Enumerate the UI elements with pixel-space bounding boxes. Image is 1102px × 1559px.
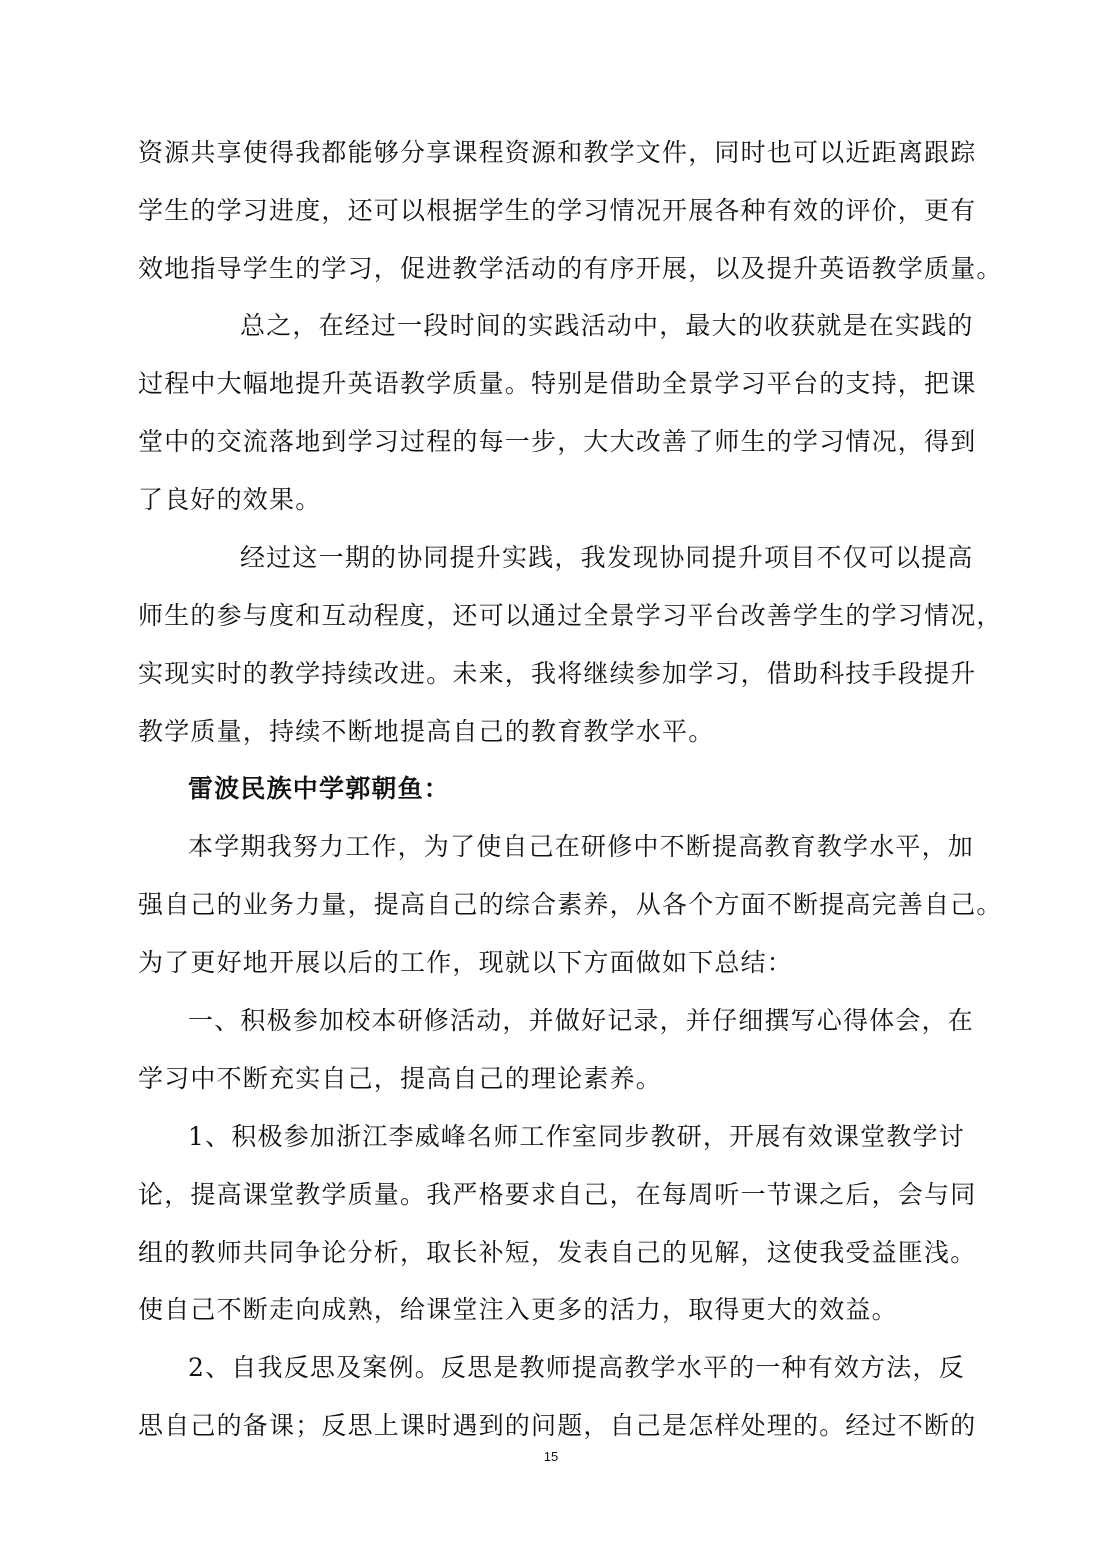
text-line: 了良好的效果。 (138, 485, 322, 514)
text-line: 教学质量，持续不断地提高自己的教育教学水平。 (138, 717, 715, 746)
paragraph-start-line: 一、积极参加校本研修活动，并做好记录，并仔细撰写心得体会，在 (188, 1006, 975, 1035)
text-line: 论，提高课堂教学质量。我严格要求自己，在每周听一节课之后，会与同 (138, 1180, 977, 1209)
page-number: 15 (543, 1449, 559, 1464)
text-line: 资源共享使得我都能够分享课程资源和教学文件，同时也可以近距离跟踪 (138, 138, 977, 167)
text-line: 师生的参与度和互动程度，还可以通过全景学习平台改善学生的学习情况， (138, 601, 1003, 630)
text-line: 使自己不断走向成熟，给课堂注入更多的活力，取得更大的效益。 (138, 1295, 898, 1324)
text-line: 实现实时的教学持续改进。未来，我将继续参加学习，借助科技手段提升 (138, 659, 977, 688)
paragraph-start-line: 本学期我努力工作，为了使自己在研修中不断提高教育教学水平，加 (188, 832, 975, 861)
paragraph-start-line: 2、自我反思及案例。反思是教师提高教学水平的一种有效方法，反 (188, 1353, 965, 1382)
text-line: 思自己的备课；反思上课时遇到的问题，自己是怎样处理的。经过不断的 (138, 1411, 977, 1440)
paragraph-start-line: 经过这一期的协同提升实践，我发现协同提升项目不仅可以提高 (240, 543, 974, 572)
text-line: 为了更好地开展以后的工作，现就以下方面做如下总结： (138, 948, 794, 977)
text-line: 组的教师共同争论分析，取长补短，发表自己的见解，这使我受益匪浅。 (138, 1238, 977, 1267)
text-line: 过程中大幅地提升英语教学质量。特别是借助全景学习平台的支持，把课 (138, 369, 977, 398)
text-line: 学生的学习进度，还可以根据学生的学习情况开展各种有效的评价，更有 (138, 196, 977, 225)
paragraph-start-line: 1、积极参加浙江李威峰名师工作室同步教研，开展有效课堂教学讨 (188, 1122, 965, 1151)
paragraph-start-line: 总之，在经过一段时间的实践活动中，最大的收获就是在实践的 (240, 311, 974, 340)
text-line: 强自己的业务力量，提高自己的综合素养，从各个方面不断提高完善自己。 (138, 890, 1003, 919)
text-line: 效地指导学生的学习，促进教学活动的有序开展，以及提升英语教学质量。 (138, 254, 1003, 283)
section-heading: 雷波民族中学郭朝鱼： (188, 774, 451, 803)
text-line: 学习中不断充实自己，提高自己的理论素养。 (138, 1064, 663, 1093)
text-line: 堂中的交流落地到学习过程的每一步，大大改善了师生的学习情况，得到 (138, 427, 977, 456)
